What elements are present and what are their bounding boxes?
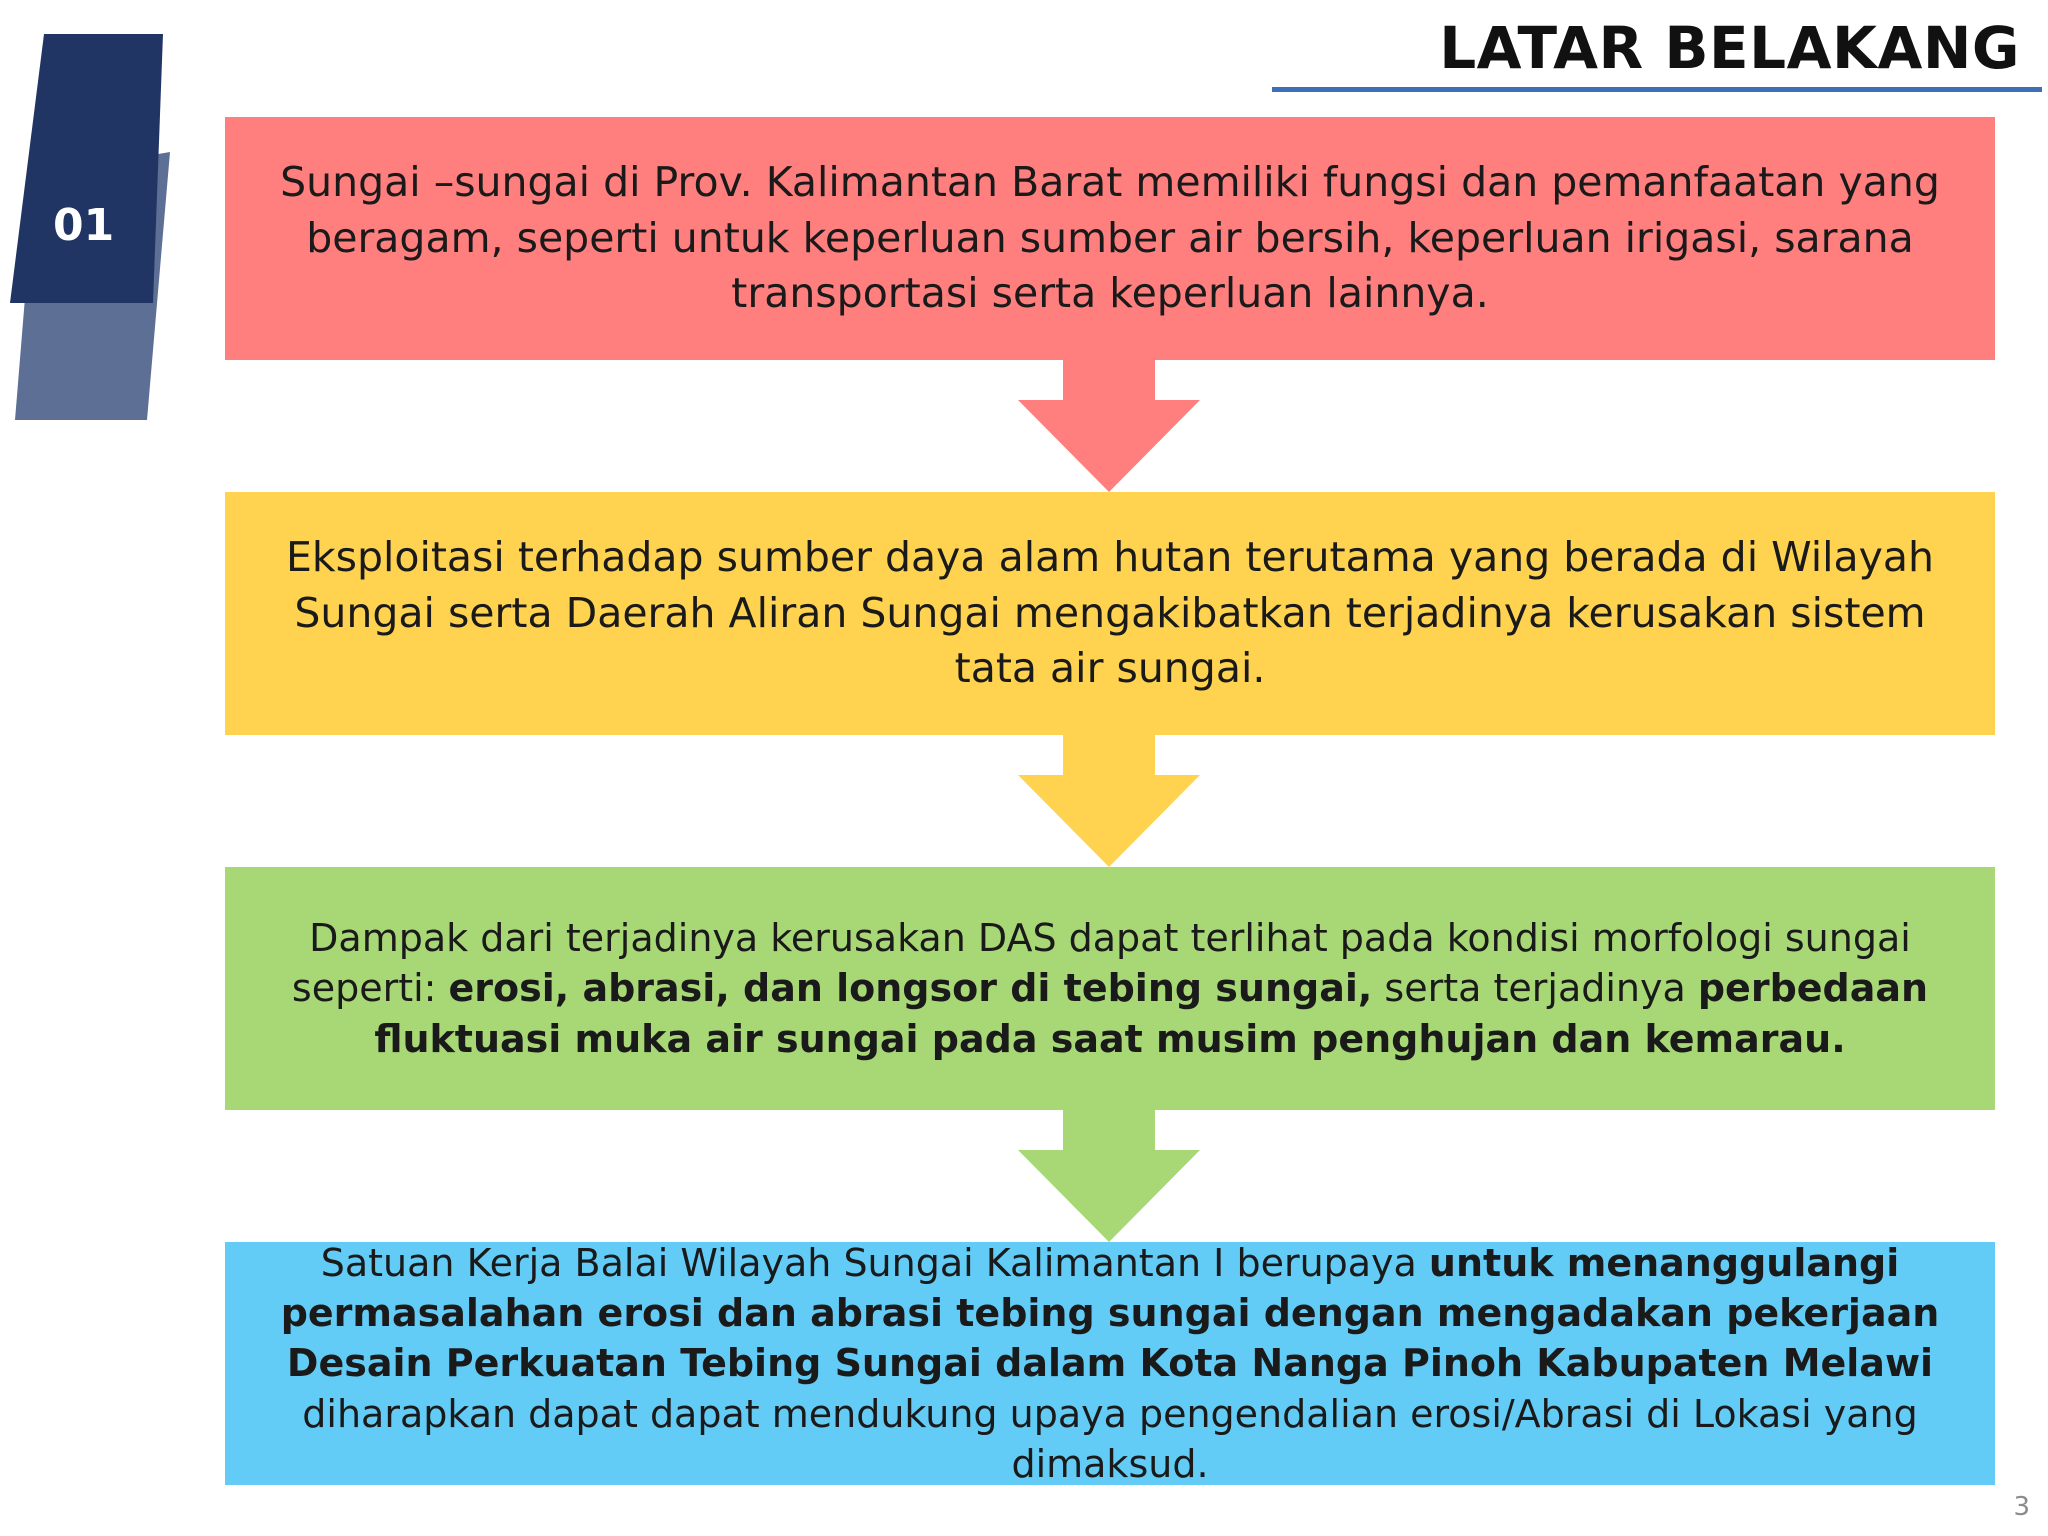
flow-box-3-text-part-1: Dampak dari terjadinya kerusakan DAS dapat terlihat pada kondisi morfologi sungai seperti:: [291, 916, 1911, 1011]
flow-box-3-bold-2: perbedaan fluktuasi muka air sungai pada saat musim penghujan dan kemarau.: [374, 966, 1929, 1061]
flow-box-1: [225, 117, 1995, 360]
flow-box-3: [225, 867, 1995, 1110]
page-title: LATAR BELAKANG: [1439, 14, 2020, 82]
flow-box-3-bold-1: erosi, abrasi, dan longsor di tebing sungai,: [448, 966, 1373, 1011]
section-number: 01: [53, 200, 115, 251]
flow-box-4-text-part-1: Satuan Kerja Balai Wilayah Sungai Kalimantan I berupaya: [320, 1241, 1429, 1286]
flow-box-4-bold: untuk menanggulangi permasalahan erosi dan abrasi tebing sungai dengan mengadakan pekerjaan Desain Perkuatan Tebing Sungai dalam Kota Nanga Pinoh Kabupaten Melawi: [280, 1241, 1940, 1386]
flow-box-3-text: [255, 913, 1965, 1063]
flow-box-2-text: Eksploitasi terhadap sumber daya alam hutan terutama yang berada di Wilayah Sungai serta Daerah Aliran Sungai mengakibatkan terjadinya kerusakan sistem tata air sungai.: [285, 532, 1935, 693]
flow-box-3-text-part-2: serta terjadinya: [1372, 966, 1698, 1011]
page-number: 3: [2013, 1492, 2030, 1522]
flow-box-4: [225, 1242, 1995, 1485]
down-arrow-2-shape: [1018, 735, 1200, 867]
title-underline: [1272, 87, 2042, 92]
down-arrow-1-shape: [1018, 360, 1200, 492]
badge-front-shape: [10, 34, 163, 303]
flow-box-2: [225, 492, 1995, 735]
flow-box-1-text: Sungai –sungai di Prov. Kalimantan Barat memiliki fungsi dan pemanfaatan yang beragam, seperti untuk keperluan sumber air bersih, keperluan irigasi, sarana transportasi serta keperluan lainnya.: [280, 157, 1940, 318]
down-arrow-3-shape: [1018, 1110, 1200, 1242]
flow-box-4-text: [255, 1238, 1965, 1489]
flow-box-4-text-part-2: diharapkan dapat dapat mendukung upaya pengendalian erosi/Abrasi di Lokasi yang dimaksud.: [302, 1391, 1918, 1486]
down-arrow-3: [1018, 1110, 1200, 1242]
down-arrow-1: [1018, 360, 1200, 492]
down-arrow-2: [1018, 735, 1200, 867]
